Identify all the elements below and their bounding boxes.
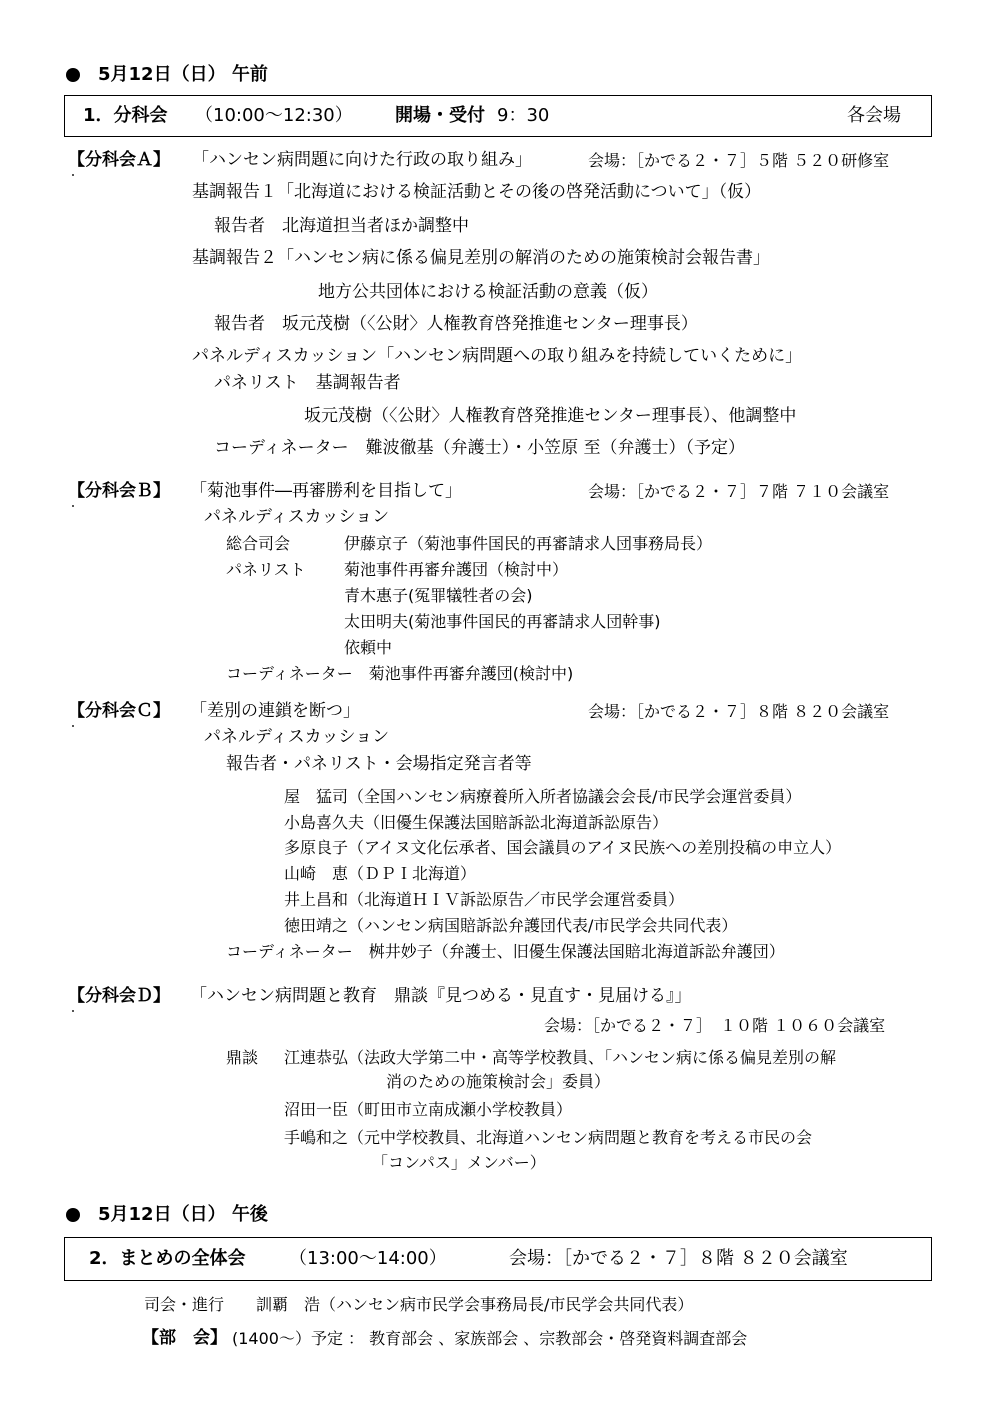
bukai-label: 【部 会】 (142, 1328, 227, 1348)
session1-box (64, 95, 932, 137)
sec-b-line: 青木惠子(冤罪犠牲者の会) (344, 586, 533, 605)
sec-a-line: 基調報告１「北海道における検証活動とその後の啓発活動について」（仮） (192, 182, 762, 202)
sec-a-title: 「ハンセン病問題に向けた行政の取り組み」 (192, 150, 532, 170)
sec-a-line: パネリスト 基調報告者 (214, 373, 401, 393)
sec-c-line: 報告者・パネリスト・会場指定発言者等 (226, 754, 532, 774)
sec-c-panelist: 徳田靖之（ハンセン病国賠訴訟弁護団代表/市民学会共同代表） (284, 916, 738, 935)
sec-a-line: 坂元茂樹（〈公財〉人権教育啓発推進センター理事長）、他調整中 (304, 406, 797, 426)
bukai-text: (1400〜）予定 ： 教育部会 、家族部会 、宗教部会・啓発資料調査部会 (232, 1329, 748, 1348)
session2-venue: 会場：［かでる２・７］８階 ８２０会議室 (509, 1248, 848, 1269)
sec-c-title: 「差別の連鎖を断つ」 (190, 701, 360, 721)
sec-b-line: コーディネーター 菊池事件再審弁護団(検討中) (226, 664, 574, 683)
sec-c-line: コーディネーター 桝井妙子（弁護士、旧優生保護法国賠北海道訴訟弁護団） (226, 942, 785, 961)
session1-title: 1．分科会 (83, 105, 168, 126)
sec-a-line: 報告者 坂元茂樹（〈公財〉人権教育啓発推進センター理事長） (214, 314, 698, 334)
sec-a-label: 【分科会Ａ】 (68, 150, 170, 170)
sec-d-line: 沼田一臣（町田市立南成瀬小学校教員） (284, 1100, 573, 1119)
sec-b-label: 【分科会Ｂ】 (68, 481, 170, 501)
sec-a-venue: 会場：［かでる２・７］５階 ５２０研修室 (588, 151, 890, 170)
sec-b-line: 総合司会 (226, 534, 291, 553)
sec-c-panelist: 屋 猛司（全国ハンセン病療養所入所者協議会会長/市民学会運営委員） (284, 787, 802, 806)
sec-b-line: パネリスト (226, 560, 306, 579)
sec-c-panelist: 多原良子（アイヌ文化伝承者、国会議員のアイヌ民族への差別投稿の申立人） (284, 838, 842, 857)
sec-d-title: 「ハンセン病問題と教育 鼎談『見つめる・見直す・見届ける』」 (190, 986, 692, 1006)
sec-b-line: 太田明夫(菊池事件国民的再審請求人団幹事) (344, 612, 661, 631)
speck-mark (72, 1010, 74, 1012)
sec-b-line: 菊池事件再審弁護団（検討中） (344, 560, 569, 579)
sec-a-line: 地方公共団体における検証活動の意義（仮） (318, 282, 658, 302)
sec-d-label: 【分科会Ｄ】 (68, 986, 170, 1006)
sec-c-label: 【分科会Ｃ】 (68, 701, 170, 721)
afternoon-header: 5月12日（日） 午後 (98, 1204, 268, 1225)
speck-mark (72, 725, 74, 727)
session1-time: （10:00〜12:30） (195, 105, 353, 126)
sec-a-line: 基調報告２「ハンセン病に係る偏見差別の解消のための施策検討会報告書」 (192, 248, 770, 268)
sec-c-panelist: 小島喜久夫（旧優生保護法国賠訴訟北海道訴訟原告） (284, 813, 669, 832)
sec-b-line: 伊藤京子（菊池事件国民的再審請求人団事務局長） (344, 534, 713, 553)
sec-c-panelist: 山崎 恵（ＤＰＩ北海道） (284, 864, 477, 883)
sec-c-line: パネルディスカッション (204, 727, 390, 747)
sec-a-line: コーディネーター 難波徹基（弁護士）・小笠原 至（弁護士）（予定） (214, 438, 746, 458)
sec-c-venue: 会場：［かでる２・７］８階 ８２０会議室 (588, 702, 890, 721)
sec-b-line: 依頼中 (344, 638, 393, 657)
session2-title: 2．まとめの全体会 (89, 1248, 246, 1269)
chair-line: 司会・進行 訓覇 浩（ハンセン病市民学会事務局長/市民学会共同代表） (144, 1295, 694, 1314)
sec-d-line: 「コンパス」メンバー） (372, 1153, 546, 1172)
sec-d-venue: 会場：［かでる２・７］ １０階 １０６０会議室 (544, 1016, 886, 1035)
session2-time: （13:00〜14:00） (289, 1248, 447, 1269)
bullet-icon (66, 1208, 80, 1222)
speck-mark (72, 505, 74, 507)
sec-d-line: 手嶋和之（元中学校教員、北海道ハンセン病問題と教育を考える市民の会 (284, 1128, 813, 1147)
sec-b-title: 「菊池事件―再審勝利を目指して」 (190, 481, 462, 501)
session2-box (64, 1237, 932, 1281)
speck-mark (72, 174, 74, 176)
sec-d-line: 鼎談 (226, 1048, 259, 1067)
morning-header: 5月12日（日） 午前 (98, 64, 268, 85)
sec-b-venue: 会場：［かでる２・７］７階 ７１０会議室 (588, 482, 890, 501)
sec-a-line: 報告者 北海道担当者ほか調整中 (214, 216, 469, 236)
session1-venue: 各会場 (847, 105, 901, 126)
bullet-icon (66, 68, 80, 82)
sec-b-line: パネルディスカッション (204, 507, 390, 527)
sec-c-panelist: 井上昌和（北海道ＨＩＶ訴訟原告／市民学会運営委員） (284, 890, 685, 909)
sec-d-line: 江連恭弘（法政大学第二中・高等学校教員、「ハンセン病に係る偏見差別の解 (284, 1048, 837, 1067)
session1-reception-time: 9：30 (497, 105, 550, 126)
sec-d-line: 消のための施策検討会」委員） (386, 1072, 611, 1091)
sec-a-line: パネルディスカッション「ハンセン病問題への取り組みを持続していくために」 (192, 346, 803, 366)
session1-reception: 開場・受付 (395, 105, 485, 126)
